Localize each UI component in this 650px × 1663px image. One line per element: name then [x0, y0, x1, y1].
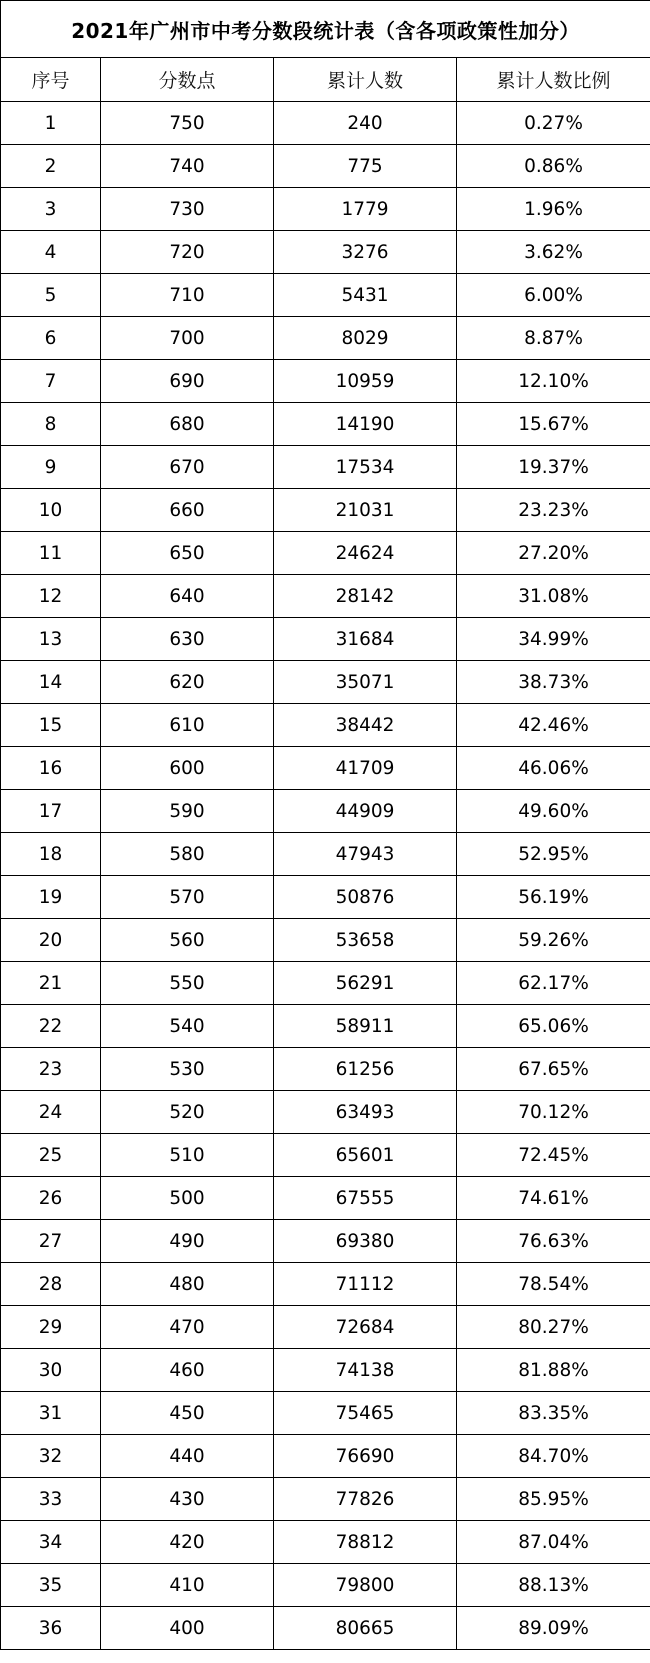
score-cell: 670 [101, 446, 274, 489]
cumulative-ratio-cell: 34.99% [457, 618, 650, 661]
table-row [1, 1220, 650, 1263]
cumulative-ratio-cell: 0.27% [457, 102, 650, 145]
table-row [1, 1177, 650, 1220]
table-row [1, 1478, 650, 1521]
cumulative-count-cell: 17534 [274, 446, 457, 489]
score-cell: 650 [101, 532, 274, 575]
cumulative-ratio-cell: 27.20% [457, 532, 650, 575]
table-row [1, 1306, 650, 1349]
row-index-cell: 16 [1, 747, 101, 790]
score-cell: 500 [101, 1177, 274, 1220]
cumulative-ratio-cell: 23.23% [457, 489, 650, 532]
row-index-cell: 33 [1, 1478, 101, 1521]
score-cell: 750 [101, 102, 274, 145]
cumulative-ratio-cell: 56.19% [457, 876, 650, 919]
cumulative-count-cell: 67555 [274, 1177, 457, 1220]
score-cell: 550 [101, 962, 274, 1005]
row-index-cell: 31 [1, 1392, 101, 1435]
row-index-cell: 1 [1, 102, 101, 145]
cumulative-count-cell: 72684 [274, 1306, 457, 1349]
row-index-cell: 10 [1, 489, 101, 532]
row-index-cell: 25 [1, 1134, 101, 1177]
score-cell: 740 [101, 145, 274, 188]
row-index-cell: 5 [1, 274, 101, 317]
table-row [1, 790, 650, 833]
row-index-cell: 17 [1, 790, 101, 833]
table-title: 2021年广州市中考分数段统计表（含各项政策性加分） [1, 1, 650, 58]
table-row [1, 618, 650, 661]
cumulative-ratio-cell: 15.67% [457, 403, 650, 446]
cumulative-ratio-cell: 76.63% [457, 1220, 650, 1263]
row-index-cell: 19 [1, 876, 101, 919]
score-cell: 580 [101, 833, 274, 876]
cumulative-count-cell: 53658 [274, 919, 457, 962]
title-row [1, 1, 650, 58]
cumulative-count-cell: 38442 [274, 704, 457, 747]
row-index-cell: 18 [1, 833, 101, 876]
cumulative-count-cell: 44909 [274, 790, 457, 833]
cumulative-ratio-cell: 65.06% [457, 1005, 650, 1048]
cumulative-count-cell: 74138 [274, 1349, 457, 1392]
score-cell: 720 [101, 231, 274, 274]
cumulative-ratio-cell: 87.04% [457, 1521, 650, 1564]
row-index-cell: 11 [1, 532, 101, 575]
score-cell: 440 [101, 1435, 274, 1478]
table-row [1, 446, 650, 489]
score-cell: 730 [101, 188, 274, 231]
table-row [1, 1005, 650, 1048]
score-cell: 590 [101, 790, 274, 833]
table-row [1, 145, 650, 188]
cumulative-ratio-cell: 38.73% [457, 661, 650, 704]
row-index-cell: 28 [1, 1263, 101, 1306]
score-cell: 470 [101, 1306, 274, 1349]
score-cell: 450 [101, 1392, 274, 1435]
score-cell: 600 [101, 747, 274, 790]
cumulative-ratio-cell: 0.86% [457, 145, 650, 188]
row-index-cell: 15 [1, 704, 101, 747]
row-index-cell: 29 [1, 1306, 101, 1349]
cumulative-ratio-cell: 49.60% [457, 790, 650, 833]
cumulative-count-cell: 10959 [274, 360, 457, 403]
row-index-cell: 27 [1, 1220, 101, 1263]
table-row [1, 1134, 650, 1177]
score-cell: 660 [101, 489, 274, 532]
cumulative-ratio-cell: 80.27% [457, 1306, 650, 1349]
row-index-cell: 3 [1, 188, 101, 231]
cumulative-ratio-cell: 12.10% [457, 360, 650, 403]
row-index-cell: 24 [1, 1091, 101, 1134]
score-cell: 640 [101, 575, 274, 618]
table-row [1, 1564, 650, 1607]
score-cell: 690 [101, 360, 274, 403]
cumulative-ratio-cell: 46.06% [457, 747, 650, 790]
cumulative-ratio-cell: 84.70% [457, 1435, 650, 1478]
cumulative-count-cell: 47943 [274, 833, 457, 876]
cumulative-count-cell: 75465 [274, 1392, 457, 1435]
cumulative-ratio-cell: 83.35% [457, 1392, 650, 1435]
cumulative-count-cell: 69380 [274, 1220, 457, 1263]
table-row [1, 1521, 650, 1564]
header-row [1, 58, 650, 102]
row-index-cell: 9 [1, 446, 101, 489]
cumulative-ratio-cell: 19.37% [457, 446, 650, 489]
cumulative-ratio-cell: 3.62% [457, 231, 650, 274]
column-header-cumulative-count: 累计人数 [274, 58, 457, 102]
row-index-cell: 7 [1, 360, 101, 403]
cumulative-count-cell: 35071 [274, 661, 457, 704]
table-row [1, 1392, 650, 1435]
score-cell: 610 [101, 704, 274, 747]
table-row [1, 188, 650, 231]
table-row [1, 704, 650, 747]
cumulative-ratio-cell: 67.65% [457, 1048, 650, 1091]
row-index-cell: 36 [1, 1607, 101, 1650]
score-cell: 680 [101, 403, 274, 446]
cumulative-count-cell: 41709 [274, 747, 457, 790]
row-index-cell: 26 [1, 1177, 101, 1220]
cumulative-ratio-cell: 85.95% [457, 1478, 650, 1521]
score-cell: 620 [101, 661, 274, 704]
row-index-cell: 35 [1, 1564, 101, 1607]
table-row [1, 102, 650, 145]
row-index-cell: 22 [1, 1005, 101, 1048]
cumulative-ratio-cell: 59.26% [457, 919, 650, 962]
score-cell: 520 [101, 1091, 274, 1134]
cumulative-count-cell: 240 [274, 102, 457, 145]
table-row [1, 919, 650, 962]
score-cell: 530 [101, 1048, 274, 1091]
cumulative-count-cell: 80665 [274, 1607, 457, 1650]
table-row [1, 360, 650, 403]
table-row [1, 661, 650, 704]
score-cell: 420 [101, 1521, 274, 1564]
score-cell: 630 [101, 618, 274, 661]
table-row [1, 532, 650, 575]
cumulative-count-cell: 21031 [274, 489, 457, 532]
cumulative-count-cell: 77826 [274, 1478, 457, 1521]
score-cell: 560 [101, 919, 274, 962]
row-index-cell: 34 [1, 1521, 101, 1564]
cumulative-count-cell: 775 [274, 145, 457, 188]
cumulative-ratio-cell: 88.13% [457, 1564, 650, 1607]
row-index-cell: 20 [1, 919, 101, 962]
cumulative-count-cell: 31684 [274, 618, 457, 661]
column-header-score: 分数点 [101, 58, 274, 102]
cumulative-ratio-cell: 1.96% [457, 188, 650, 231]
table-row [1, 489, 650, 532]
cumulative-count-cell: 78812 [274, 1521, 457, 1564]
cumulative-count-cell: 8029 [274, 317, 457, 360]
score-cell: 400 [101, 1607, 274, 1650]
row-index-cell: 32 [1, 1435, 101, 1478]
cumulative-count-cell: 50876 [274, 876, 457, 919]
cumulative-ratio-cell: 8.87% [457, 317, 650, 360]
cumulative-ratio-cell: 62.17% [457, 962, 650, 1005]
cumulative-count-cell: 1779 [274, 188, 457, 231]
score-cell: 570 [101, 876, 274, 919]
table-row [1, 403, 650, 446]
cumulative-ratio-cell: 89.09% [457, 1607, 650, 1650]
row-index-cell: 30 [1, 1349, 101, 1392]
cumulative-count-cell: 14190 [274, 403, 457, 446]
cumulative-count-cell: 63493 [274, 1091, 457, 1134]
column-header-cumulative-ratio: 累计人数比例 [457, 58, 650, 102]
cumulative-ratio-cell: 81.88% [457, 1349, 650, 1392]
row-index-cell: 13 [1, 618, 101, 661]
score-cell: 430 [101, 1478, 274, 1521]
table-row [1, 1091, 650, 1134]
row-index-cell: 14 [1, 661, 101, 704]
row-index-cell: 4 [1, 231, 101, 274]
row-index-cell: 2 [1, 145, 101, 188]
row-index-cell: 8 [1, 403, 101, 446]
score-cell: 490 [101, 1220, 274, 1263]
table-body [1, 102, 650, 1650]
score-cell: 510 [101, 1134, 274, 1177]
cumulative-count-cell: 24624 [274, 532, 457, 575]
table-row [1, 575, 650, 618]
table-row [1, 1048, 650, 1091]
cumulative-count-cell: 3276 [274, 231, 457, 274]
row-index-cell: 6 [1, 317, 101, 360]
cumulative-count-cell: 79800 [274, 1564, 457, 1607]
cumulative-ratio-cell: 31.08% [457, 575, 650, 618]
cumulative-count-cell: 71112 [274, 1263, 457, 1306]
table-row [1, 231, 650, 274]
cumulative-ratio-cell: 70.12% [457, 1091, 650, 1134]
score-cell: 540 [101, 1005, 274, 1048]
score-cell: 480 [101, 1263, 274, 1306]
score-cell: 410 [101, 1564, 274, 1607]
cumulative-ratio-cell: 6.00% [457, 274, 650, 317]
score-cell: 460 [101, 1349, 274, 1392]
cumulative-count-cell: 5431 [274, 274, 457, 317]
cumulative-count-cell: 28142 [274, 575, 457, 618]
column-header-index: 序号 [1, 58, 101, 102]
cumulative-ratio-cell: 42.46% [457, 704, 650, 747]
row-index-cell: 23 [1, 1048, 101, 1091]
cumulative-ratio-cell: 74.61% [457, 1177, 650, 1220]
table-row [1, 833, 650, 876]
row-index-cell: 12 [1, 575, 101, 618]
table-row [1, 876, 650, 919]
cumulative-ratio-cell: 72.45% [457, 1134, 650, 1177]
table-row [1, 1349, 650, 1392]
table-row [1, 962, 650, 1005]
table-row [1, 1435, 650, 1478]
cumulative-ratio-cell: 78.54% [457, 1263, 650, 1306]
table-row [1, 1607, 650, 1650]
score-cell: 700 [101, 317, 274, 360]
cumulative-count-cell: 61256 [274, 1048, 457, 1091]
cumulative-ratio-cell: 52.95% [457, 833, 650, 876]
cumulative-count-cell: 58911 [274, 1005, 457, 1048]
table-row [1, 747, 650, 790]
table-row [1, 274, 650, 317]
cumulative-count-cell: 65601 [274, 1134, 457, 1177]
cumulative-count-cell: 56291 [274, 962, 457, 1005]
row-index-cell: 21 [1, 962, 101, 1005]
cumulative-count-cell: 76690 [274, 1435, 457, 1478]
table-row [1, 1263, 650, 1306]
table-row [1, 317, 650, 360]
score-cell: 710 [101, 274, 274, 317]
